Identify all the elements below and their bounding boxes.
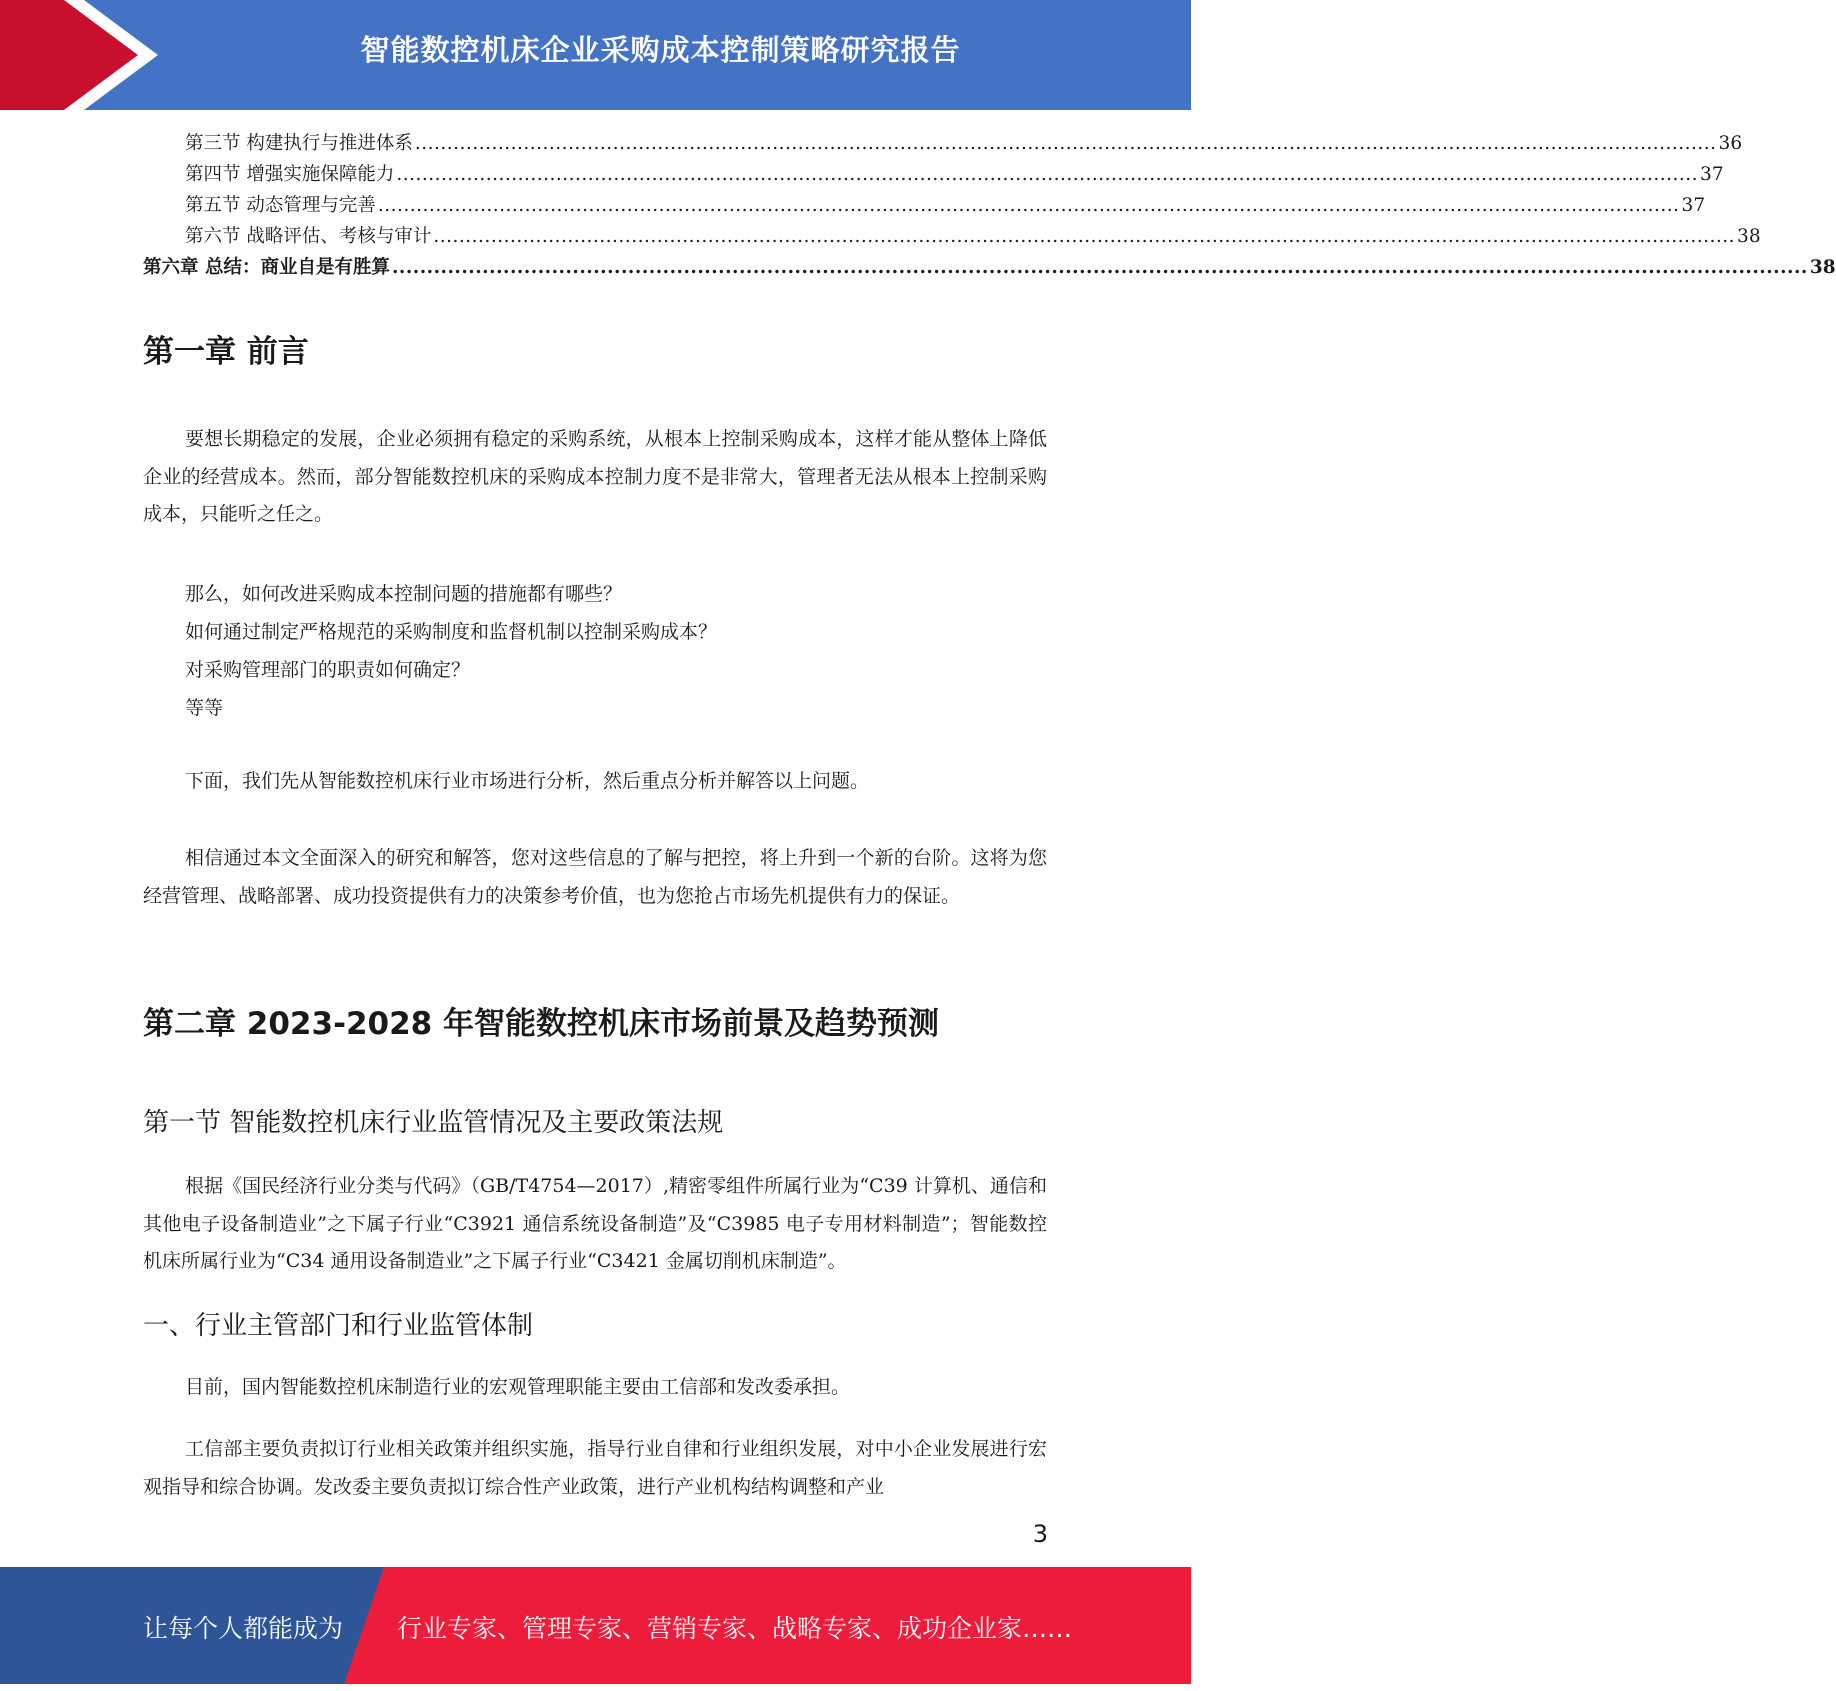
toc-entry-label: 第六节 战略评估、考核与审计 (185, 226, 432, 247)
toc-entry[interactable] (143, 191, 1706, 222)
question-line: 对采购管理部门的职责如何确定？ (185, 659, 471, 681)
toc-entry-page: 38 (1809, 257, 1836, 278)
subsection-paragraph: 目前，国内智能数控机床制造行业的宏观管理职能主要由工信部和发改委承担。 (185, 1376, 851, 1398)
toc-entry-page: 38 (1737, 226, 1761, 247)
subsection-paragraph: 工信部主要负责拟订行业相关政策并组织实施，指导行业自律和行业组织发展，对中小企业发展进行宏观指导和综合协调。发改委主要负责拟订综合性产业政策，进行产业机构结构调整和产业 (143, 1438, 1047, 1498)
toc-chapter-entry[interactable] (143, 253, 1836, 284)
toc-leader-dots: ............................................................................................................................................................................................................ (396, 164, 1699, 185)
toc-entry-label: 第五节 动态管理与完善 (185, 195, 376, 216)
footer-slogan-right: 行业专家、管理专家、营销专家、战略专家、成功企业家…… (397, 1614, 1073, 1643)
toc-entry-label: 第六章 总结：商业自是有胜算 (143, 257, 390, 278)
toc-leader-dots: ............................................................................................................................................................................................................ (391, 257, 1808, 278)
toc-leader-dots: ............................................................................................................................................................................................................ (377, 195, 1680, 216)
toc-entry-label: 第四节 增强实施保障能力 (185, 164, 395, 185)
question-line: 那么，如何改进采购成本控制问题的措施都有哪些？ (185, 583, 623, 605)
toc-entry-page: 37 (1700, 164, 1724, 185)
toc-entry[interactable] (143, 222, 1761, 253)
page-footer (0, 1567, 1191, 1684)
report-title: 智能数控机床企业采购成本控制策略研究报告 (360, 33, 961, 67)
toc-leader-dots: ............................................................................................................................................................................................................ (433, 226, 1736, 247)
chapter-1-paragraph: 相信通过本文全面深入的研究和解答，您对这些信息的了解与把控，将上升到一个新的台阶。这将为您经营管理、战略部署、成功投资提供有力的决策参考价值，也为您抢占市场先机提供有力的保证。 (143, 847, 1047, 907)
toc-entry[interactable] (143, 160, 1724, 191)
page-number: 3 (1032, 1520, 1048, 1548)
chapter-1-heading: 第一章 前言 (143, 334, 309, 370)
chapter-2-heading: 第二章 2023-2028 年智能数控机床市场前景及趋势预测 (143, 1006, 940, 1042)
toc-entry-label: 第三节 构建执行与推进体系 (185, 133, 413, 154)
toc-entry-page: 36 (1718, 133, 1743, 154)
question-line: 等等 (185, 697, 224, 719)
page-header (0, 0, 1191, 110)
section-paragraph: 根据《国民经济行业分类与代码》（GB/T4754—2017）,精密零组件所属行业为“C39 计算机、通信和其他电子设备制造业”之下属子行业“C3921 通信系统设备制造”及“C3985 电子专用材料制造”；智能数控机床所属行业为“C34 通用设备制造业”之下属子行业“C3421 金属切削机床制造”。 (143, 1175, 1047, 1272)
toc-leader-dots: ............................................................................................................................................................................................................ (414, 133, 1717, 154)
table-of-contents (143, 129, 1836, 284)
chapter-1-paragraph: 要想长期稳定的发展，企业必须拥有稳定的采购系统，从根本上控制采购成本，这样才能从整体上降低企业的经营成本。然而，部分智能数控机床的采购成本控制力度不是非常大，管理者无法从根本上控制采购成本，只能听之任之。 (143, 428, 1047, 525)
subsection-heading: 一、行业主管部门和行业监管体制 (143, 1311, 534, 1341)
chapter-1-paragraph: 下面，我们先从智能数控机床行业市场进行分析，然后重点分析并解答以上问题。 (185, 770, 870, 792)
toc-entry-page: 37 (1681, 195, 1706, 216)
section-heading: 第一节 智能数控机床行业监管情况及主要政策法规 (143, 1108, 724, 1138)
question-line: 如何通过制定严格规范的采购制度和监督机制以控制采购成本？ (185, 621, 718, 643)
toc-entry[interactable] (143, 129, 1743, 160)
footer-slogan-left: 让每个人都能成为 (143, 1614, 344, 1643)
header-arrow-decoration (0, 0, 160, 110)
